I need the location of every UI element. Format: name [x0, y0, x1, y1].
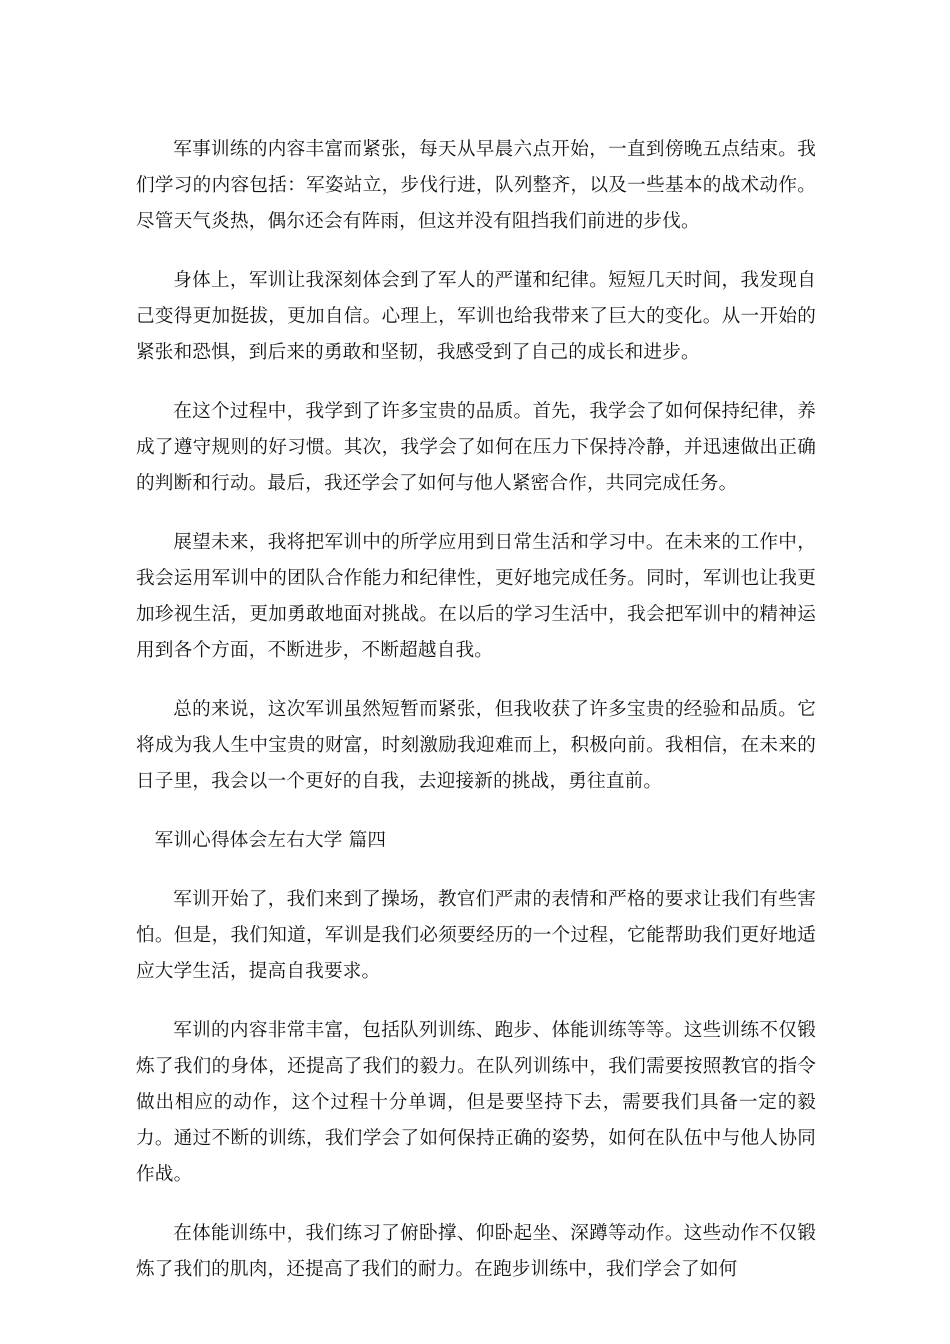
paragraph-qualities-learned: 在这个过程中，我学到了许多宝贵的品质。首先，我学会了如何保持纪律，养成了遵守规则的好习惯。其次，我学会了如何在压力下保持冷静，并迅速做出正确的判断和行动。最后，我还学会了如何与他人紧密合作，共同完成任务。	[136, 401, 816, 494]
document-page	[136, 132, 816, 1311]
paragraph-training-begins: 军训开始了，我们来到了操场，教官们严肃的表情和严格的要求让我们有些害怕。但是，我们知道，军训是我们必须要经历的一个过程，它能帮助我们更好地适应大学生活，提高自我要求。	[136, 889, 816, 982]
paragraph-physical-mental-change: 身体上，军训让我深刻体会到了军人的严谨和纪律。短短几天时间，我发现自己变得更加挺拔，更加自信。心理上，军训也给我带来了巨大的变化。从一开始的紧张和恐惧，到后来的勇敢和坚韧，我感受到了自己的成长和进步。	[136, 270, 816, 363]
paragraph-military-training-content: 军事训练的内容丰富而紧张，每天从早晨六点开始，一直到傍晚五点结束。我们学习的内容包括：军姿站立，步伐行进，队列整齐，以及一些基本的战术动作。尽管天气炎热，偶尔还会有阵雨，但这并没有阻挡我们前进的步伐。	[136, 139, 816, 232]
paragraph-summary: 总的来说，这次军训虽然短暂而紧张，但我收获了许多宝贵的经验和品质。它将成为我人生中宝贵的财富，时刻激励我迎难而上，积极向前。我相信，在未来的日子里，我会以一个更好的自我，去迎接新的挑战，勇往直前。	[136, 699, 816, 792]
section-heading: 军训心得体会左右大学 篇四	[154, 830, 387, 851]
paragraph-future-outlook: 展望未来，我将把军训中的所学应用到日常生活和学习中。在未来的工作中，我会运用军训中的团队合作能力和纪律性，更好地完成任务。同时，军训也让我更加珍视生活，更加勇敢地面对挑战。在以后的学习生活中，我会把军训中的精神运用到各个方面，不断进步，不断超越自我。	[136, 532, 816, 661]
paragraph-training-content: 军训的内容非常丰富，包括队列训练、跑步、体能训练等等。这些训练不仅锻炼了我们的身体，还提高了我们的毅力。在队列训练中，我们需要按照教官的指令做出相应的动作，这个过程十分单调，但是要坚持下去，需要我们具备一定的毅力。通过不断的训练，我们学会了如何保持正确的姿势，如何在队伍中与他人协同作战。	[136, 1020, 816, 1185]
paragraph-fitness-training: 在体能训练中，我们练习了俯卧撑、仰卧起坐、深蹲等动作。这些动作不仅锻炼了我们的肌肉，还提高了我们的耐力。在跑步训练中，我们学会了如何	[136, 1223, 816, 1280]
